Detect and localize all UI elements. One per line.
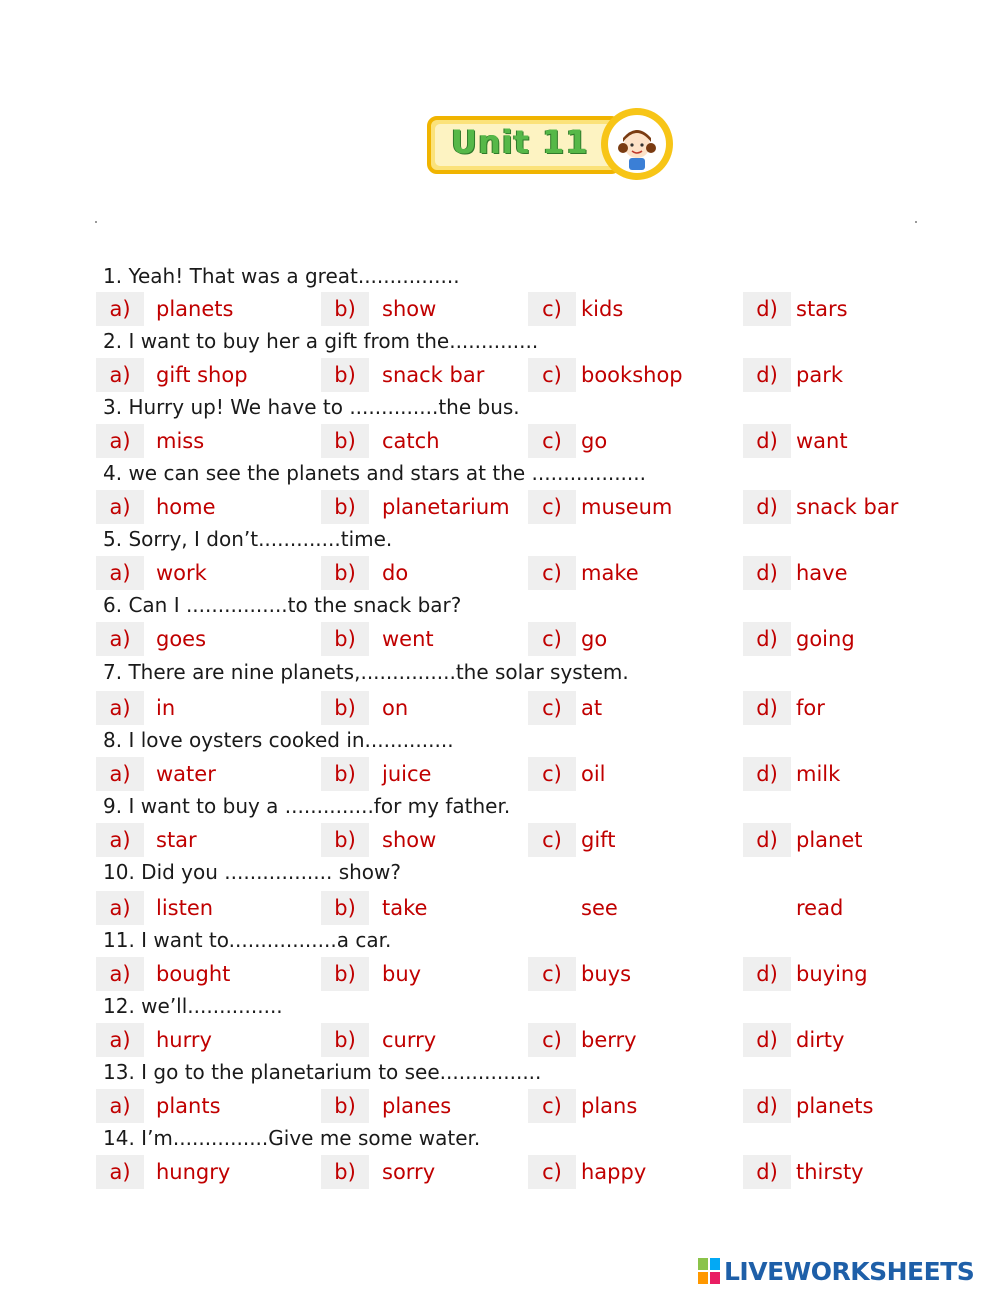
option-letter: a)	[96, 358, 144, 392]
option-letter: d)	[743, 757, 791, 791]
option-letter: c)	[528, 757, 576, 791]
option-word[interactable]: go	[581, 429, 608, 453]
option-word[interactable]: museum	[581, 495, 673, 519]
option-word[interactable]: go	[581, 627, 608, 651]
option-letter: a)	[96, 1155, 144, 1189]
option-letter: b)	[321, 1155, 369, 1189]
option-word[interactable]: planet	[796, 828, 863, 852]
option-letter: c)	[528, 823, 576, 857]
option-letter: a)	[96, 957, 144, 991]
option-word[interactable]: thirsty	[796, 1160, 864, 1184]
answer-options	[0, 823, 1000, 857]
option-word[interactable]: see	[581, 896, 618, 920]
option-word[interactable]: hungry	[156, 1160, 231, 1184]
option-letter: d)	[743, 622, 791, 656]
option-word[interactable]: home	[156, 495, 216, 519]
option-letter: b)	[321, 891, 369, 925]
option-letter: d)	[743, 1023, 791, 1057]
answer-options	[0, 424, 1000, 458]
question-text: 12. we’ll...............	[103, 994, 283, 1018]
option-letter: c)	[528, 622, 576, 656]
option-letter: d)	[743, 358, 791, 392]
unit-title: Unit 11	[451, 123, 589, 161]
footer-brand	[698, 1256, 974, 1286]
question-text: 8. I love oysters cooked in..............	[103, 728, 454, 752]
question-text: 4. we can see the planets and stars at the ..................	[103, 461, 646, 485]
option-letter: c)	[528, 424, 576, 458]
option-letter: a)	[96, 490, 144, 524]
option-letter: a)	[96, 1023, 144, 1057]
option-letter: a)	[96, 891, 144, 925]
option-word[interactable]: bought	[156, 962, 231, 986]
option-letter: c)	[528, 358, 576, 392]
option-letter: d)	[743, 823, 791, 857]
answer-options	[0, 292, 1000, 326]
option-letter: b)	[321, 292, 369, 326]
option-letter: c)	[528, 292, 576, 326]
option-word[interactable]: star	[156, 828, 197, 852]
option-word[interactable]: happy	[581, 1160, 647, 1184]
option-letter: c)	[528, 1155, 576, 1189]
option-word[interactable]: bookshop	[581, 363, 683, 387]
answer-options	[0, 1155, 1000, 1189]
option-letter: d)	[743, 490, 791, 524]
option-word[interactable]: for	[796, 696, 825, 720]
option-letter: d)	[743, 292, 791, 326]
answer-options	[0, 957, 1000, 991]
option-word[interactable]: goes	[156, 627, 207, 651]
option-word[interactable]: show	[382, 828, 437, 852]
option-word[interactable]: do	[382, 561, 409, 585]
answer-options	[0, 490, 1000, 524]
option-word[interactable]: read	[796, 896, 844, 920]
answer-options	[0, 691, 1000, 725]
option-letter: b)	[321, 490, 369, 524]
option-word[interactable]: snack bar	[382, 363, 485, 387]
option-word[interactable]: on	[382, 696, 409, 720]
option-word[interactable]: hurry	[156, 1028, 212, 1052]
option-word[interactable]: curry	[382, 1028, 437, 1052]
option-word[interactable]: planets	[796, 1094, 874, 1118]
liveworksheets-logo-icon	[698, 1258, 720, 1284]
option-letter: b)	[321, 1023, 369, 1057]
option-letter: a)	[96, 757, 144, 791]
option-word[interactable]: planes	[382, 1094, 452, 1118]
option-letter: c)	[528, 556, 576, 590]
option-letter: b)	[321, 556, 369, 590]
option-word[interactable]: going	[796, 627, 855, 651]
option-letter: b)	[321, 424, 369, 458]
option-word[interactable]: in	[156, 696, 176, 720]
corner-mark	[95, 221, 97, 223]
option-word[interactable]: listen	[156, 896, 214, 920]
option-word[interactable]: juice	[382, 762, 432, 786]
option-letter: b)	[321, 757, 369, 791]
option-letter: a)	[96, 556, 144, 590]
option-word[interactable]: want	[796, 429, 848, 453]
question-text: 10. Did you ................. show?	[103, 860, 402, 884]
option-word[interactable]: kids	[581, 297, 624, 321]
option-letter: b)	[321, 358, 369, 392]
option-letter: a)	[96, 424, 144, 458]
option-letter: d)	[743, 957, 791, 991]
option-letter: b)	[321, 1089, 369, 1123]
option-word[interactable]: planets	[156, 297, 234, 321]
option-word[interactable]: gift shop	[156, 363, 248, 387]
option-letter: d)	[743, 691, 791, 725]
option-word[interactable]: take	[382, 896, 428, 920]
question-text: 3. Hurry up! We have to ..............the bus.	[103, 395, 520, 419]
answer-options	[0, 891, 1000, 925]
option-word[interactable]: stars	[796, 297, 848, 321]
option-letter: c)	[528, 957, 576, 991]
option-letter: c)	[528, 1089, 576, 1123]
option-letter: d)	[743, 1155, 791, 1189]
question-text: 2. I want to buy her a gift from the..............	[103, 329, 539, 353]
option-word[interactable]: oil	[581, 762, 606, 786]
option-letter: b)	[321, 622, 369, 656]
option-word[interactable]: snack bar	[796, 495, 899, 519]
option-word[interactable]: buy	[382, 962, 422, 986]
answer-options	[0, 622, 1000, 656]
question-text: 9. I want to buy a ..............for my father.	[103, 794, 511, 818]
option-letter: d)	[743, 1089, 791, 1123]
option-letter: b)	[321, 691, 369, 725]
option-letter: a)	[96, 292, 144, 326]
corner-mark	[915, 221, 917, 223]
option-word[interactable]: berry	[581, 1028, 637, 1052]
question-text: 7. There are nine planets,...............the solar system.	[103, 660, 629, 684]
option-word[interactable]: make	[581, 561, 639, 585]
unit-banner	[425, 104, 690, 186]
answer-options	[0, 358, 1000, 392]
option-word[interactable]: plans	[581, 1094, 638, 1118]
option-letter: a)	[96, 823, 144, 857]
footer-brand-text: LIVEWORKSHEETS	[724, 1256, 975, 1286]
answer-options	[0, 556, 1000, 590]
answer-options	[0, 757, 1000, 791]
option-word[interactable]: catch	[382, 429, 440, 453]
option-word[interactable]: have	[796, 561, 848, 585]
option-word[interactable]: buys	[581, 962, 632, 986]
option-letter: d)	[743, 424, 791, 458]
option-word[interactable]: planetarium	[382, 495, 510, 519]
question-text: 5. Sorry, I don’t.............time.	[103, 527, 393, 551]
option-letter: d)	[743, 556, 791, 590]
option-word[interactable]: at	[581, 696, 603, 720]
option-letter: c)	[528, 691, 576, 725]
option-word[interactable]: buying	[796, 962, 868, 986]
option-letter: b)	[321, 957, 369, 991]
option-word[interactable]: gift	[581, 828, 616, 852]
option-word[interactable]: work	[156, 561, 207, 585]
option-letter: a)	[96, 1089, 144, 1123]
question-text: 13. I go to the planetarium to see................	[103, 1060, 542, 1084]
question-text: 11. I want to.................a car.	[103, 928, 392, 952]
option-letter: c)	[528, 1023, 576, 1057]
answer-options	[0, 1023, 1000, 1057]
option-word[interactable]: water	[156, 762, 216, 786]
option-letter: a)	[96, 622, 144, 656]
question-text: 14. I’m...............Give me some water.	[103, 1126, 481, 1150]
option-word[interactable]: plants	[156, 1094, 221, 1118]
option-word[interactable]: milk	[796, 762, 841, 786]
option-letter: c)	[528, 490, 576, 524]
question-text: 1. Yeah! That was a great................	[103, 264, 460, 288]
option-word[interactable]: dirty	[796, 1028, 845, 1052]
option-word[interactable]: sorry	[382, 1160, 436, 1184]
answer-options	[0, 1089, 1000, 1123]
option-word[interactable]: miss	[156, 429, 205, 453]
option-word[interactable]: park	[796, 363, 843, 387]
option-letter: b)	[321, 823, 369, 857]
option-word[interactable]: went	[382, 627, 434, 651]
question-text: 6. Can I ................to the snack bar?	[103, 593, 462, 617]
option-word[interactable]: show	[382, 297, 437, 321]
option-letter: a)	[96, 691, 144, 725]
